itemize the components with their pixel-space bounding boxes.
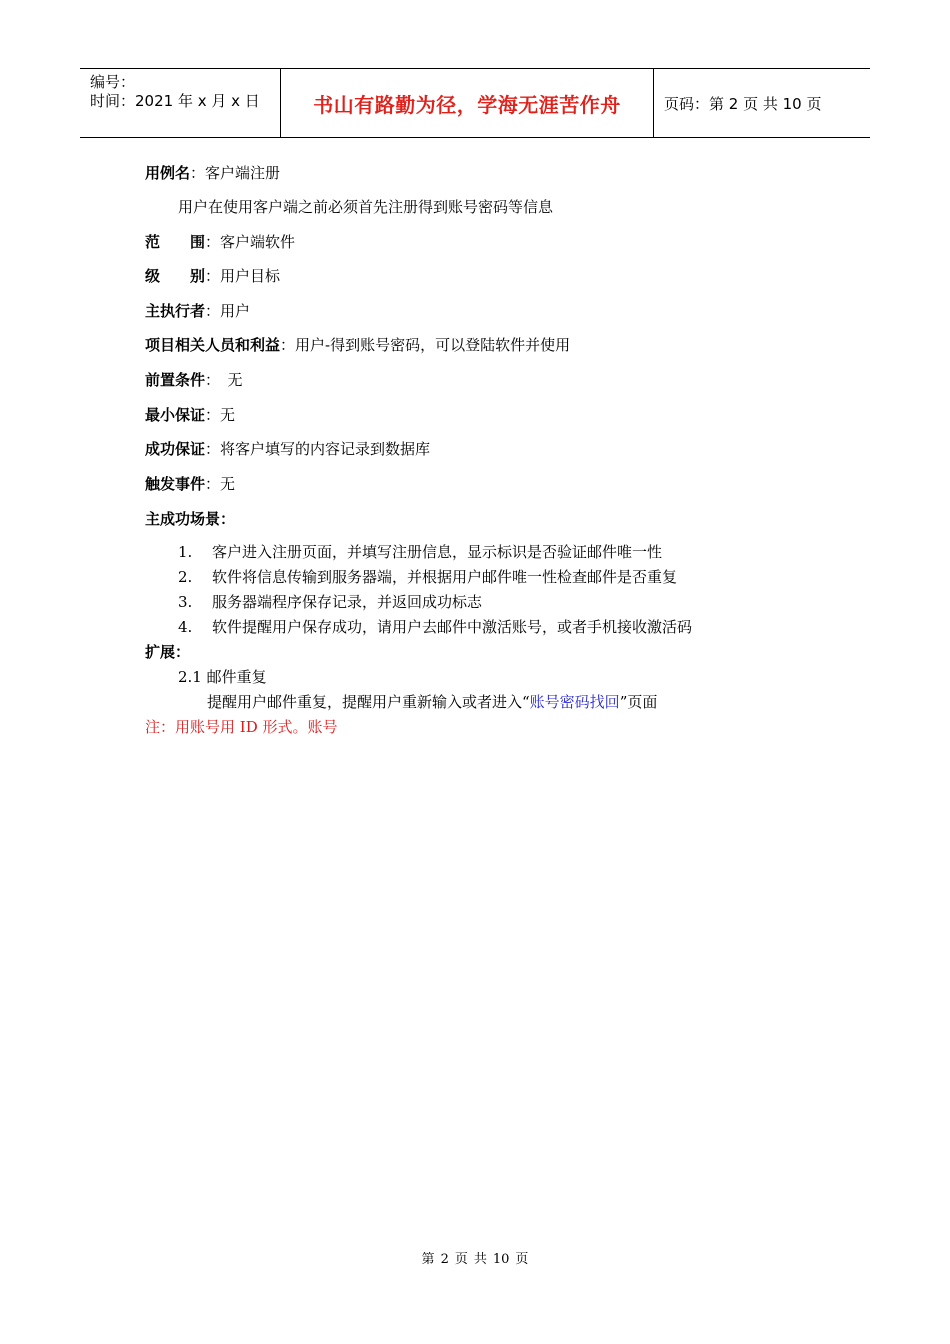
- level-value: ：用户目标: [205, 267, 281, 285]
- step-number: 4.: [178, 618, 193, 636]
- stakeholder-label: 项目相关人员和利益: [145, 336, 281, 354]
- extension-text: [207, 691, 657, 712]
- scope-line: [145, 231, 295, 252]
- extension-label: 扩展：: [145, 643, 191, 661]
- usecase-description: 用户在使用客户端之前必须首先注册得到账号密码等信息: [178, 198, 554, 216]
- main-scenario-heading: [145, 508, 235, 529]
- step-number: 2.: [178, 568, 193, 586]
- list-item: [178, 541, 662, 562]
- note-text: 注：用账号用 ID 形式。账号: [145, 718, 338, 736]
- header-meta-cell: [80, 69, 281, 137]
- list-item: [178, 566, 677, 587]
- min-guarantee-value: ：无: [205, 406, 236, 424]
- footer-word: 共: [473, 1252, 487, 1267]
- usecase-name-value: ：客户端注册: [190, 164, 281, 182]
- trigger-value: ：无: [205, 475, 236, 493]
- scope-value: ：客户端软件: [205, 233, 296, 251]
- actor-label: 主执行者: [145, 302, 206, 320]
- extension-text-prefix: 提醒用户邮件重复，提醒用户重新输入或者进入“: [207, 693, 530, 711]
- step-text: 软件将信息传输到服务器端，并根据用户邮件唯一性检查邮件是否重复: [212, 568, 678, 586]
- main-scenario-label: 主成功场景：: [145, 510, 236, 528]
- step-text: 软件提醒用户保存成功，请用户去邮件中激活账号，或者手机接收激活码: [212, 618, 693, 636]
- extension-text-suffix: ”页面: [619, 693, 658, 711]
- success-guarantee-label: 成功保证: [145, 440, 206, 458]
- header-motto-cell: [281, 69, 654, 137]
- footer-page-number: 2: [440, 1252, 449, 1267]
- precondition-value: ： 无: [205, 371, 243, 389]
- precondition-line: [145, 369, 243, 390]
- step-text: 客户进入注册页面，并填写注册信息，显示标识是否验证邮件唯一性: [212, 543, 663, 561]
- header-page-info: 页码：第 2 页 共 10 页: [664, 94, 822, 113]
- step-number: 3.: [178, 593, 193, 611]
- step-text: 服务器端程序保存记录，并返回成功标志: [212, 593, 483, 611]
- precondition-label: 前置条件: [145, 371, 206, 389]
- usecase-name-line: [145, 162, 280, 183]
- stakeholder-value: ：用户-得到账号密码，可以登陆软件并使用: [280, 336, 571, 354]
- footer-word: 页: [515, 1252, 529, 1267]
- extension-heading: [145, 641, 190, 662]
- min-guarantee-line: [145, 404, 235, 425]
- min-guarantee-label: 最小保证: [145, 406, 206, 424]
- footer-word: 第: [421, 1252, 435, 1267]
- footer-total-pages: 10: [492, 1252, 510, 1267]
- extension-item: 2.1 邮件重复: [178, 668, 267, 686]
- usecase-name-label: 用例名: [145, 164, 191, 182]
- success-guarantee-line: [145, 438, 430, 459]
- stakeholder-line: [145, 334, 570, 355]
- success-guarantee-value: ：将客户填写的内容记录到数据库: [205, 440, 431, 458]
- trigger-line: [145, 473, 235, 494]
- trigger-label: 触发事件: [145, 475, 206, 493]
- page-header: [80, 68, 870, 138]
- actor-value: ：用户: [205, 302, 251, 320]
- step-number: 1.: [178, 543, 193, 561]
- page-footer: [0, 1248, 950, 1267]
- footer-word: 页: [454, 1252, 468, 1267]
- list-item: [178, 616, 692, 637]
- level-line: [145, 265, 280, 286]
- header-motto: 书山有路勤为径，学海无涯苦作舟: [313, 92, 621, 117]
- account-recovery-link[interactable]: 账号密码找回: [529, 693, 620, 711]
- scope-label: 范 围: [145, 233, 206, 251]
- actor-line: [145, 300, 250, 321]
- header-number-label: 编号：: [90, 73, 136, 91]
- list-item: [178, 591, 482, 612]
- header-time: 时间：2021 年 x 月 x 日: [90, 92, 260, 110]
- level-label: 级 别: [145, 267, 206, 285]
